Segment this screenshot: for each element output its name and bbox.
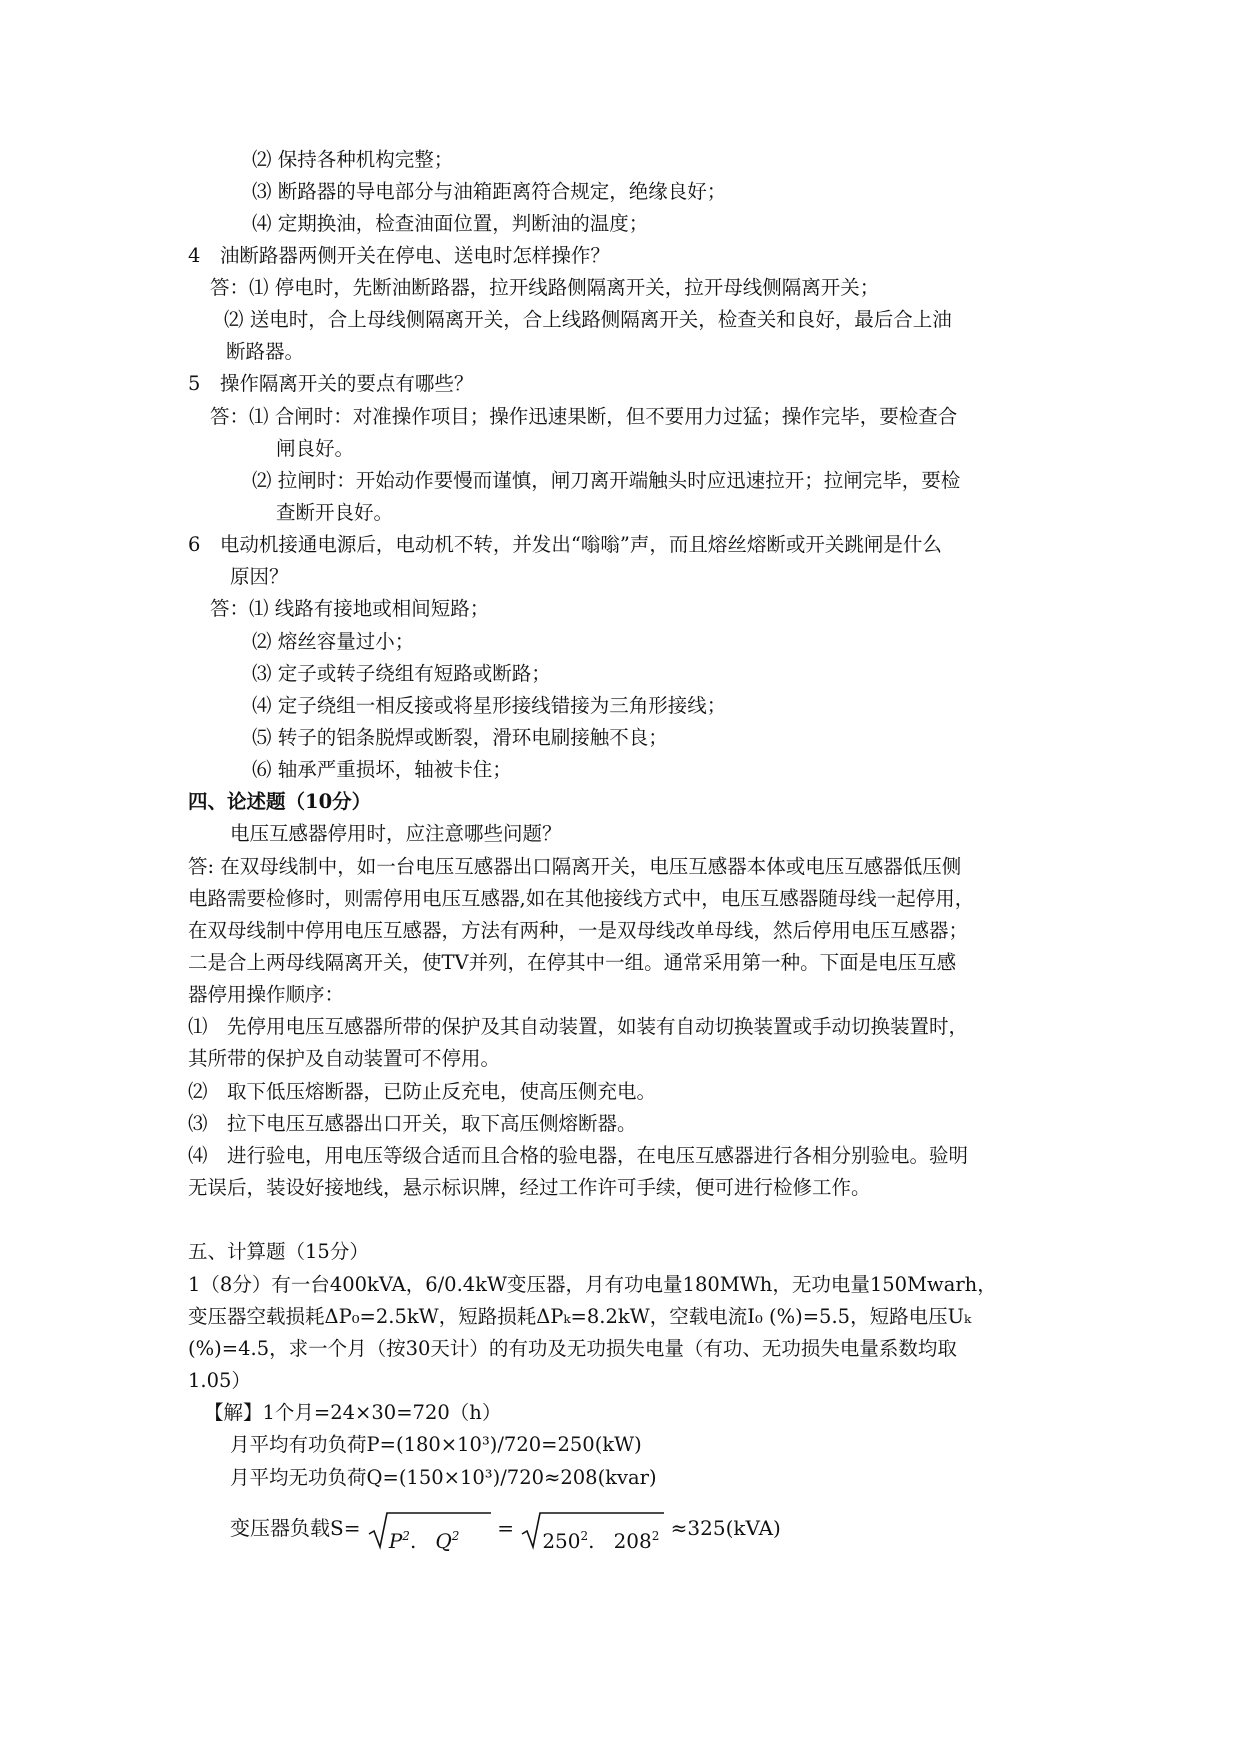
text-line-11: ⑵ 拉闸时：开始动作要慢而谨慎，闸刀离开端触头时应迅速拉开；拉闸完毕，要检 bbox=[252, 469, 961, 492]
text-line-30: ⑵ 取下低压熔断器，已防止反充电，使高压侧充电。 bbox=[188, 1080, 657, 1103]
text-line-15: 答：⑴ 线路有接地或相间短路； bbox=[210, 597, 490, 620]
formula-prefix: 变压器负载S= bbox=[230, 1516, 361, 1540]
text-line-34: 五、计算题（15分） bbox=[188, 1240, 369, 1263]
text-line-31: ⑶ 拉下电压互感器出口开关，取下高压侧熔断器。 bbox=[188, 1112, 637, 1135]
text-line-40: 月平均有功负荷P=(180×10³)/720=250(kW) bbox=[230, 1433, 642, 1456]
sqrt-symbolic: $P^2$. $Q^2$ bbox=[367, 1510, 491, 1550]
text-line-24: 电路需要检修时，则需停用电压互感器,如在其他接线方式中，电压互感器随母线一起停用， bbox=[188, 887, 975, 910]
text-line-41: 月平均无功负荷Q=(150×10³)/720≈208(kvar) bbox=[230, 1466, 657, 1489]
text-line-32: ⑷ 进行验电，用电压等级合适而且合格的验电器，在电压互感器进行各相分别验电。验明 bbox=[188, 1144, 969, 1167]
text-line-22: 电压互感器停用时，应注意哪些问题？ bbox=[230, 822, 562, 845]
text-line-7: 断路器。 bbox=[226, 340, 305, 363]
text-line-29: 其所带的保护及自动装置可不停用。 bbox=[188, 1047, 501, 1070]
text-line-27: 器停用操作顺序： bbox=[188, 983, 345, 1006]
text-line-6: ⑵ 送电时，合上母线侧隔离开关，合上线路侧隔离开关，检查关和良好，最后合上油 bbox=[224, 308, 952, 331]
text-line-33: 无误后，装设好接地线，悬示标识牌，经过工作许可手续，便可进行检修工作。 bbox=[188, 1176, 871, 1199]
text-line-35: 1（8分）有一台400kVA，6/0.4kW变压器，月有功电量180MWh，无功电量150Mwarh， bbox=[188, 1273, 997, 1296]
text-line-37: (%)=4.5，求一个月（按30天计）的有功及无功损失电量（有功、无功损失电量系数均取 bbox=[188, 1337, 957, 1360]
text-line-36: 变压器空载损耗ΔP₀=2.5kW，短路损耗ΔPₖ=8.2kW，空载电流I₀ (%)=5.5，短路电压Uₖ bbox=[188, 1305, 972, 1328]
text-line-8: 5 操作隔离开关的要点有哪些？ bbox=[188, 372, 474, 395]
text-line-21: 四、论述题（10分） bbox=[188, 790, 372, 813]
text-line-19: ⑸ 转子的铝条脱焊或断裂，滑环电刷接触不良； bbox=[252, 726, 668, 749]
text-line-28: ⑴ 先停用电压互感器所带的保护及其自动装置，如装有自动切换装置或手动切换装置时， bbox=[188, 1015, 969, 1038]
text-line-12: 查断开良好。 bbox=[276, 501, 394, 524]
text-line-39: 【解】1个月=24×30=720（h） bbox=[204, 1401, 502, 1424]
formula-equals: = bbox=[497, 1516, 514, 1540]
text-line-3: ⑷ 定期换油，检查油面位置，判断油的温度； bbox=[252, 212, 649, 235]
text-line-2: ⑶ 断路器的导电部分与油箱距离符合规定，绝缘良好； bbox=[252, 180, 727, 203]
text-line-10: 闸良好。 bbox=[276, 437, 355, 460]
radical-sign-1 bbox=[367, 1510, 491, 1550]
text-line-20: ⑹ 轴承严重损坏，轴被卡住； bbox=[252, 758, 512, 781]
text-line-26: 二是合上两母线隔离开关，使TV并列，在停其中一组。通常采用第一种。下面是电压互感 bbox=[188, 951, 957, 974]
radical-sign-2 bbox=[520, 1510, 664, 1550]
transformer-load-formula bbox=[230, 1508, 781, 1553]
text-line-1: ⑵ 保持各种机构完整； bbox=[252, 148, 454, 171]
sqrt-numeric: $250^2$. $208^2$ bbox=[520, 1510, 664, 1550]
text-line-23: 答: 在双母线制中，如一台电压互感器出口隔离开关，电压互感器本体或电压互感器低压侧 bbox=[188, 855, 962, 878]
text-line-25: 在双母线制中停用电压互感器，方法有两种，一是双母线改单母线，然后停用电压互感器； bbox=[188, 919, 969, 942]
text-line-13: 6 电动机接通电源后，电动机不转，并发出“嗡嗡”声，而且熔丝熔断或开关跳闸是什么 bbox=[188, 533, 942, 556]
text-line-16: ⑵ 熔丝容量过小； bbox=[252, 630, 415, 653]
formula-result: ≈325(kVA) bbox=[670, 1516, 781, 1540]
text-line-18: ⑷ 定子绕组一相反接或将星形接线错接为三角形接线； bbox=[252, 694, 727, 717]
text-line-14: 原因？ bbox=[230, 565, 289, 588]
text-line-5: 答：⑴ 停电时，先断油断路器，拉开线路侧隔离开关，拉开母线侧隔离开关； bbox=[210, 276, 880, 299]
text-line-17: ⑶ 定子或转子绕组有短路或断路； bbox=[252, 662, 551, 685]
text-line-4: 4 油断路器两侧开关在停电、送电时怎样操作？ bbox=[188, 244, 610, 267]
text-line-9: 答：⑴ 合闸时：对准操作项目；操作迅速果断，但不要用力过猛；操作完毕，要检查合 bbox=[210, 405, 958, 428]
text-line-38: 1.05） bbox=[188, 1369, 251, 1392]
